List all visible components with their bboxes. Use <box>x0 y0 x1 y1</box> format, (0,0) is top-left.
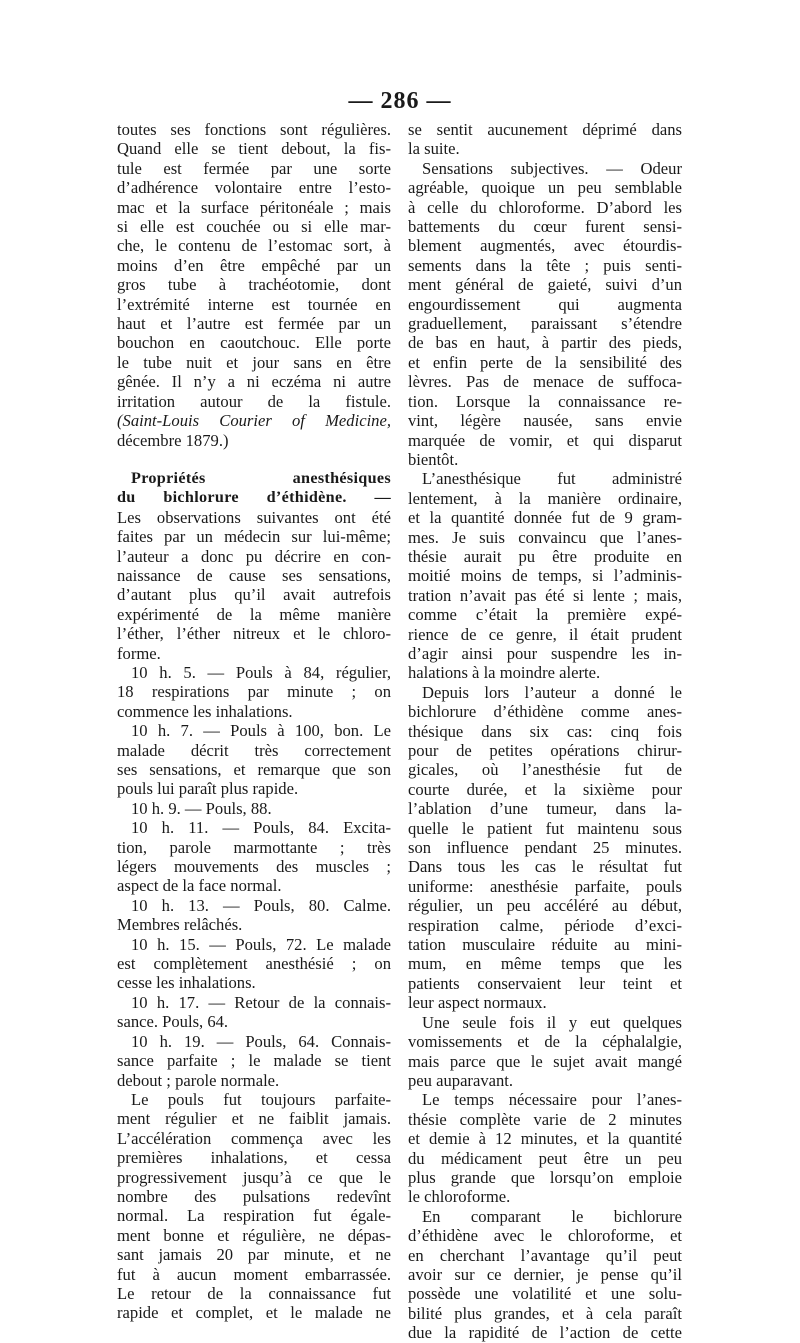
text-line: Le temps nécessaire pour l’anes- <box>422 1090 682 1110</box>
text-line: En comparant le bichlorure <box>422 1206 682 1226</box>
text-line: moitié moins de temps, si l’adminis- <box>408 566 682 586</box>
text-line: tration n’avait pas été si lente ; mais, <box>408 585 682 605</box>
text-line: commence les inhalations. <box>117 701 293 721</box>
text-line: ment général de gaieté, suivi d’un <box>408 275 682 295</box>
text-line: expérimenté de la même manière <box>117 604 391 624</box>
text-line: lèvres. Pas de menace de suffoca- <box>408 372 682 392</box>
text-line: lentement, à la manière ordinaire, <box>408 488 682 508</box>
text-line: Dans tous les cas le résultat fut <box>408 857 682 877</box>
right-column <box>408 120 682 1343</box>
text-line: 10 h. 9. — Pouls, 88. <box>131 798 272 818</box>
text-line: Une seule fois il y eut quelques <box>422 1012 682 1032</box>
text-line: sance. Pouls, 64. <box>117 1012 229 1032</box>
text-line: irritation autour de la fistule. <box>117 391 391 411</box>
text-line: 10 h. 13. — Pouls, 80. Calme. <box>131 895 391 915</box>
text-line: son influence pendant 25 minutes. <box>408 838 682 858</box>
text-line: bichlorure d’éthidène comme anes- <box>408 702 682 722</box>
text-line: forme. <box>117 643 161 663</box>
text-line: est complètement anesthésié ; on <box>117 954 391 974</box>
text-line: premières inhalations, et cessa <box>117 1148 391 1168</box>
text-line: moins d’en être empêché par un <box>117 255 391 275</box>
text-line: Le retour de la connaissance fut <box>117 1283 391 1303</box>
text-line: peu auparavant. <box>408 1070 514 1090</box>
text-line: plus grande que lorsqu’on emploie <box>408 1167 682 1187</box>
text-line: de bas en haut, à partir des pieds, <box>408 333 682 353</box>
text-line: 10 h. 19. — Pouls, 64. Connais- <box>131 1031 391 1051</box>
text-line: nombre des pulsations redevînt <box>117 1186 391 1206</box>
text-line: d’éthidène avec le chloroforme, et <box>408 1226 682 1246</box>
text-line: d’agir ainsi pour suspendre les in- <box>408 643 682 663</box>
text-line: gros tube à trachéotomie, dont <box>117 275 391 295</box>
text-line: d’adhérence volontaire entre l’esto- <box>117 178 391 198</box>
text-line: régulier, un peu accéléré au début, <box>408 896 682 916</box>
text-line: comme c’était la première expé- <box>408 605 682 625</box>
text-line: l’éther, l’éther nitreux et le chloro- <box>117 624 391 644</box>
text-line: si elle est couchée ou si elle mar- <box>117 217 391 237</box>
text-line: thésique dans six cas: cinq fois <box>408 721 682 741</box>
text-line: mac et la surface péritonéale ; mais <box>117 197 391 217</box>
text-line: d’autant plus qu’il avait autrefois <box>117 585 391 605</box>
text-line: Propriétés anesthésiques <box>131 468 391 487</box>
text-line: cesse les inhalations. <box>117 973 256 993</box>
text-line: Membres relâchés. <box>117 915 243 935</box>
text-line: toutes ses fonctions sont régulières. <box>117 120 391 139</box>
text-line: mais parce que le sujet avait mangé <box>408 1051 682 1071</box>
text-line: et la quantité donnée fut de 9 gram- <box>408 508 682 528</box>
text-line: graduellement, paraissant s’étendre <box>408 314 682 334</box>
text-line: rience de ce genre, il était prudent <box>408 624 682 644</box>
text-line: sant jamais 20 par minute, et ne <box>117 1245 391 1265</box>
text-line: progressivement jusqu’à ce que le <box>117 1167 391 1187</box>
text-line: malade décrit très correctement <box>117 740 391 760</box>
text-line: (Saint-Louis Courier of Medicine, <box>117 411 391 431</box>
text-line: 10 h. 15. — Pouls, 72. Le malade <box>131 934 391 954</box>
text-line: mum, en même temps que les <box>408 954 682 974</box>
text-line: Le pouls fut toujours parfaite- <box>131 1089 391 1109</box>
text-line: ses sensations, et remarque que son <box>117 760 391 779</box>
text-line: faites par un médecin sur lui-même; <box>117 527 391 547</box>
text-line: che, le contenu de l’estomac sort, à <box>117 236 391 256</box>
text-line: 10 h. 7. — Pouls à 100, bon. Le <box>131 721 391 741</box>
text-line: sements dans la tête ; puis senti- <box>408 255 682 275</box>
text-line: Depuis lors l’auteur a donné le <box>422 682 682 702</box>
text-line: fut à aucun moment embarrassée. <box>117 1264 391 1284</box>
text-line: gênée. Il n’y a ni eczéma ni autre <box>117 372 391 392</box>
text-line: aspect de la face normal. <box>117 876 282 896</box>
text-line: ment bonne et régulière, ne dépas- <box>117 1225 391 1245</box>
text-line: 10 h. 5. — Pouls à 84, régulier, <box>131 662 391 682</box>
text-line: 18 respirations par minute ; on <box>117 682 391 702</box>
text-line: bouchon en caoutchouc. Elle porte <box>117 333 391 353</box>
text-line: et demie à 12 minutes, et la quantité <box>408 1129 682 1149</box>
text-line: avoir sur ce dernier, je pense qu’il <box>408 1264 682 1284</box>
text-line: patients conservaient leur teint et <box>408 973 682 993</box>
text-line: Quand elle se tient debout, la fis- <box>117 139 391 159</box>
text-line: engourdissement qui augmenta <box>408 294 682 314</box>
text-line: halations à la moindre alerte. <box>408 663 601 683</box>
text-line: se sentit aucunement déprimé dans <box>408 120 682 139</box>
text-line: due la rapidité de l’action de cette <box>408 1323 682 1343</box>
text-line: tion, parole marmottante ; très <box>117 837 391 857</box>
text-line: bientôt. <box>408 449 459 469</box>
text-line: décembre 1879.) <box>117 430 229 450</box>
text-line: possède une volatilité et une solu- <box>408 1284 682 1304</box>
text-line: l’ablation d’une tumeur, dans la- <box>408 799 682 819</box>
text-line: du médicament peut être un peu <box>408 1148 682 1168</box>
text-line: agréable, quoique un peu semblable <box>408 178 682 198</box>
text-line: blement augmentés, avec étourdis- <box>408 236 682 256</box>
text-line: pour de petites opérations chirur- <box>408 741 682 760</box>
text-line: leur aspect normaux. <box>408 993 547 1013</box>
text-line: du bichlorure d’éthidène. — <box>117 488 391 507</box>
text-line: thésie complète varie de 2 minutes <box>408 1109 682 1129</box>
text-line: uniforme: anesthésie parfaite, pouls <box>408 876 682 896</box>
text-line: haut et l’autre est fermée par un <box>117 314 391 334</box>
text-line: battements du cœur furent sensi- <box>408 217 682 237</box>
text-line: 10 h. 11. — Pouls, 84. Excita- <box>131 818 391 838</box>
text-line: le chloroforme. <box>408 1187 511 1207</box>
text-line: thésie aurait pu être produite en <box>408 546 682 566</box>
text-line: rapide et complet, et le malade ne <box>117 1303 391 1323</box>
text-line: naissance de cause ses sensations, <box>117 565 391 585</box>
text-line: Sensations subjectives. — Odeur <box>422 158 682 178</box>
text-line: normal. La respiration fut égale- <box>117 1206 391 1226</box>
text-line: vint, légère nausée, sans envie <box>408 411 682 431</box>
text-line: quelle le patient fut maintenu sous <box>408 818 682 838</box>
text-line: à celle du chloroforme. D’abord les <box>408 197 682 217</box>
text-line: mes. Je suis convaincu que l’anes- <box>408 527 682 547</box>
text-line: l’extrémité interne est tournée en <box>117 294 391 314</box>
text-line: sance parfaite ; le malade se tient <box>117 1051 391 1071</box>
text-line: tion. Lorsque la connaissance re- <box>408 391 682 411</box>
text-line: la suite. <box>408 139 460 159</box>
text-line: ment régulier et ne faiblit jamais. <box>117 1109 391 1129</box>
text-line: L’anesthésique fut administré <box>422 469 682 489</box>
text-line: Les observations suivantes ont été <box>117 507 391 527</box>
text-line: respiration calme, période d’exci- <box>408 915 682 935</box>
text-line: courte durée, et la sixième pour <box>408 779 682 799</box>
left-column <box>117 120 391 1323</box>
text-line: vomissements et de la céphalalgie, <box>408 1032 682 1052</box>
text-line: pouls lui paraît plus rapide. <box>117 779 299 799</box>
text-line: debout ; parole normale. <box>117 1070 280 1090</box>
text-line: L’accélération commença avec les <box>117 1128 391 1148</box>
text-line: en cherchant l’avantage qu’il peut <box>408 1245 682 1265</box>
text-line: légers mouvements des muscles ; <box>117 857 391 877</box>
page-number-header: — 286 — <box>348 88 452 114</box>
text-line: et enfin perte de la sensibilité des <box>408 352 682 372</box>
text-line: l’auteur a donc pu décrire en con- <box>117 546 391 566</box>
text-line: tation musculaire réduite au mini- <box>408 935 682 955</box>
text-line: tule est fermée par une sorte <box>117 158 391 178</box>
text-line: marquée de vomir, et qui disparut <box>408 430 682 450</box>
text-line: 10 h. 17. — Retour de la connais- <box>131 992 391 1012</box>
text-line: le tube nuit et jour sans en être <box>117 352 391 372</box>
text-line: gicales, où l’anesthésie fut de <box>408 760 682 780</box>
text-line: bilité plus grandes, et à cela paraît <box>408 1303 682 1323</box>
